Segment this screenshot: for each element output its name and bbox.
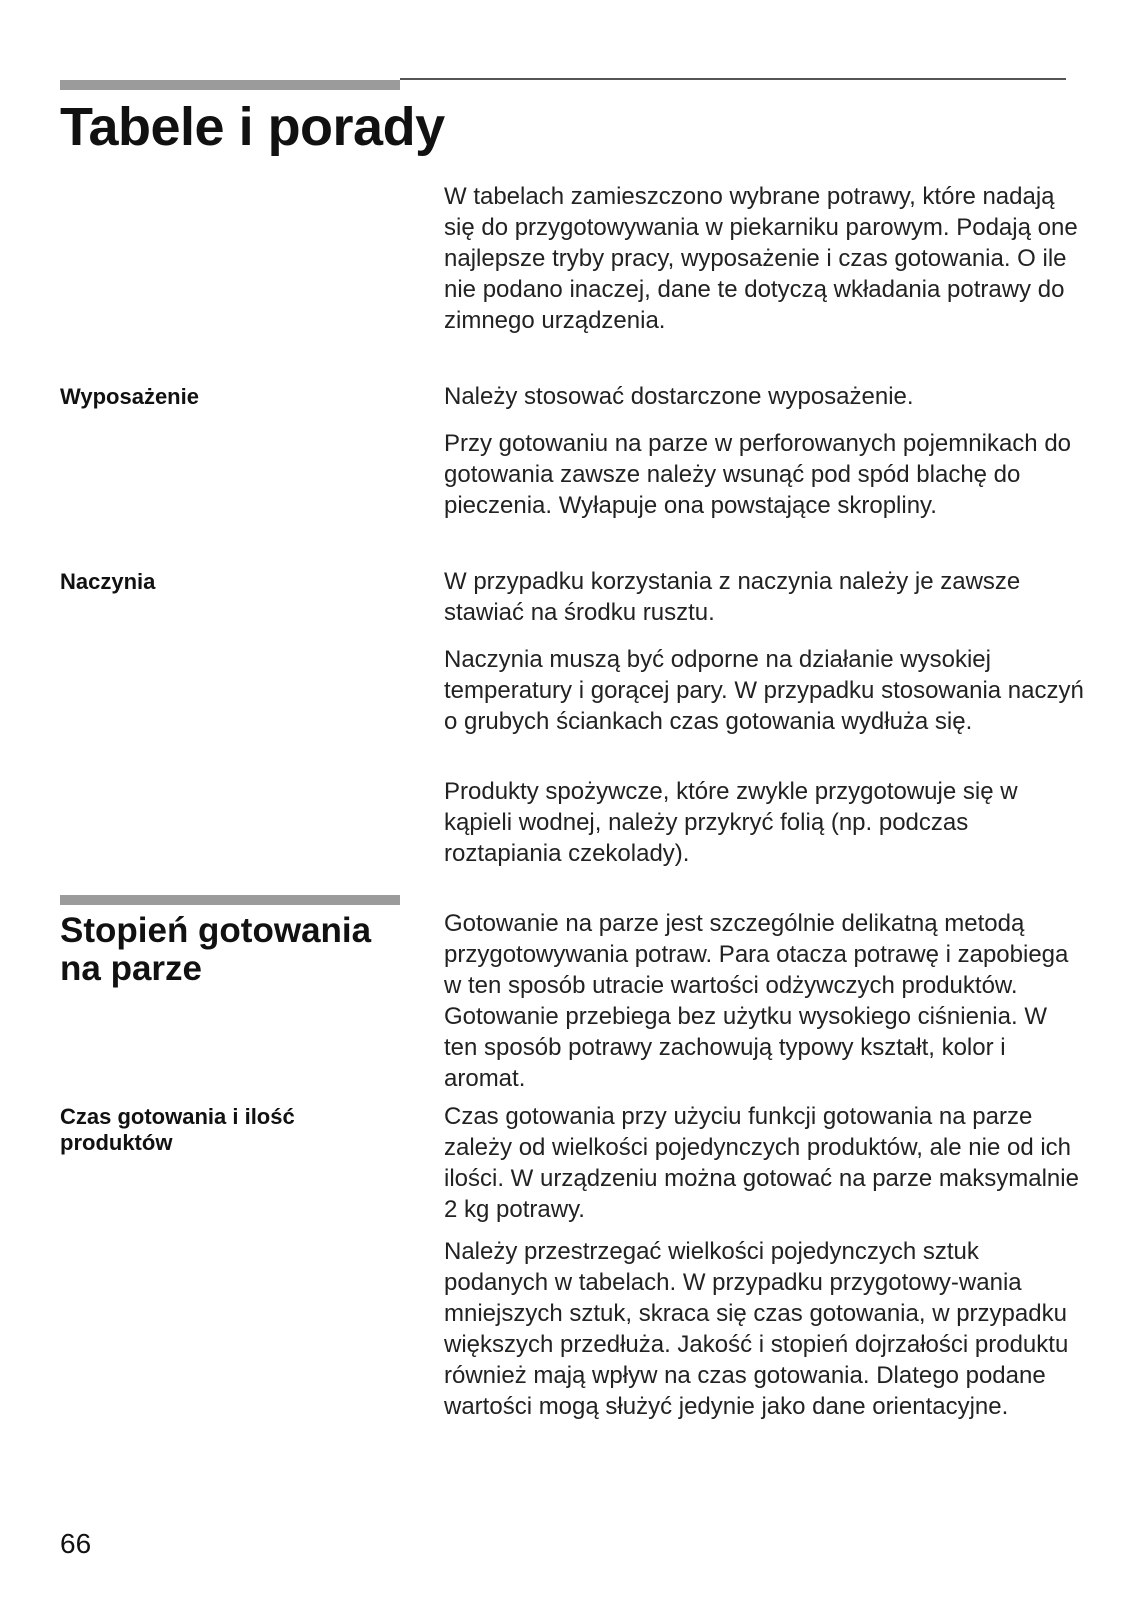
header-rule-thin — [400, 78, 1066, 80]
section-label-wyposazenie: Wyposażenie — [60, 384, 199, 409]
section-rule-thick — [60, 895, 400, 905]
page-number: 66 — [60, 1528, 92, 1559]
section-heading-stopien — [60, 912, 420, 988]
stopien-paragraph-1: Gotowanie na parze jest szczególnie delikatną metodą przygotowywania potraw. Para otacza potrawę i zapobiega w ten sposób utracie wartości odżywczych produktów. Gotowanie przebiega bez użytku wysokiego ciśnienia. W ten sposób potrawy zachowują typowy kształt, kolor i aromat. — [444, 910, 1069, 1092]
wyposazenie-paragraph-2: Przy gotowaniu na parze w perforowanych pojemnikach do gotowania zawsze należy wsunąć pod spód blachę do pieczenia. Wyłapuje ona powstające skropliny. — [444, 430, 1072, 519]
section-label-naczynia: Naczynia — [60, 569, 156, 594]
page-title: Tabele i porady — [60, 97, 445, 157]
naczynia-paragraph-2: Naczynia muszą być odporne na działanie wysokiej temperatury i gorącej pary. W przypadku stosowania naczyń o grubych ściankach czas gotowania wydłuża się. — [444, 646, 1084, 735]
section-heading-line-2: na parze — [60, 949, 202, 988]
section-heading-line-1: Stopień gotowania — [60, 911, 372, 950]
naczynia-paragraph-3: Produkty spożywcze, które zwykle przygotowuje się w kąpieli wodnej, należy przykryć folią (np. podczas roztapiania czekolady). — [444, 778, 1018, 867]
czas-paragraph-1: Czas gotowania przy użyciu funkcji gotowania na parze zależy od wielkości pojedynczych produktów, ale nie od ich ilości. W urządzeniu można gotować na parze maksymalnie 2 kg potrawy. — [444, 1103, 1079, 1223]
header-rule-thick — [60, 80, 400, 90]
wyposazenie-paragraph-1: Należy stosować dostarczone wyposażenie. — [444, 383, 914, 410]
naczynia-paragraph-1: W przypadku korzystania z naczynia należy je zawsze stawiać na środku rusztu. — [444, 568, 1021, 626]
czas-paragraph-2: Należy przestrzegać wielkości pojedynczych sztuk podanych w tabelach. W przypadku przygotowy-wania mniejszych sztuk, skraca się czas gotowania, w przypadku większych przedłuża. Jakość i stopień dojrzałości produktu również mają wpływ na czas gotowania. Dlatego podane wartości mogą służyć jedynie jako dane orientacyjne. — [444, 1238, 1069, 1420]
section-label-czas: Czas gotowania i ilość produktów — [60, 1104, 295, 1155]
intro-paragraph: W tabelach zamieszczono wybrane potrawy, które nadają się do przygotowywania w piekarniku parowym. Podają one najlepsze tryby pracy, wyposażenie i czas gotowania. O ile nie podano inaczej, dane te dotyczą wkładania potrawy do zimnego urządzenia. — [444, 183, 1078, 334]
